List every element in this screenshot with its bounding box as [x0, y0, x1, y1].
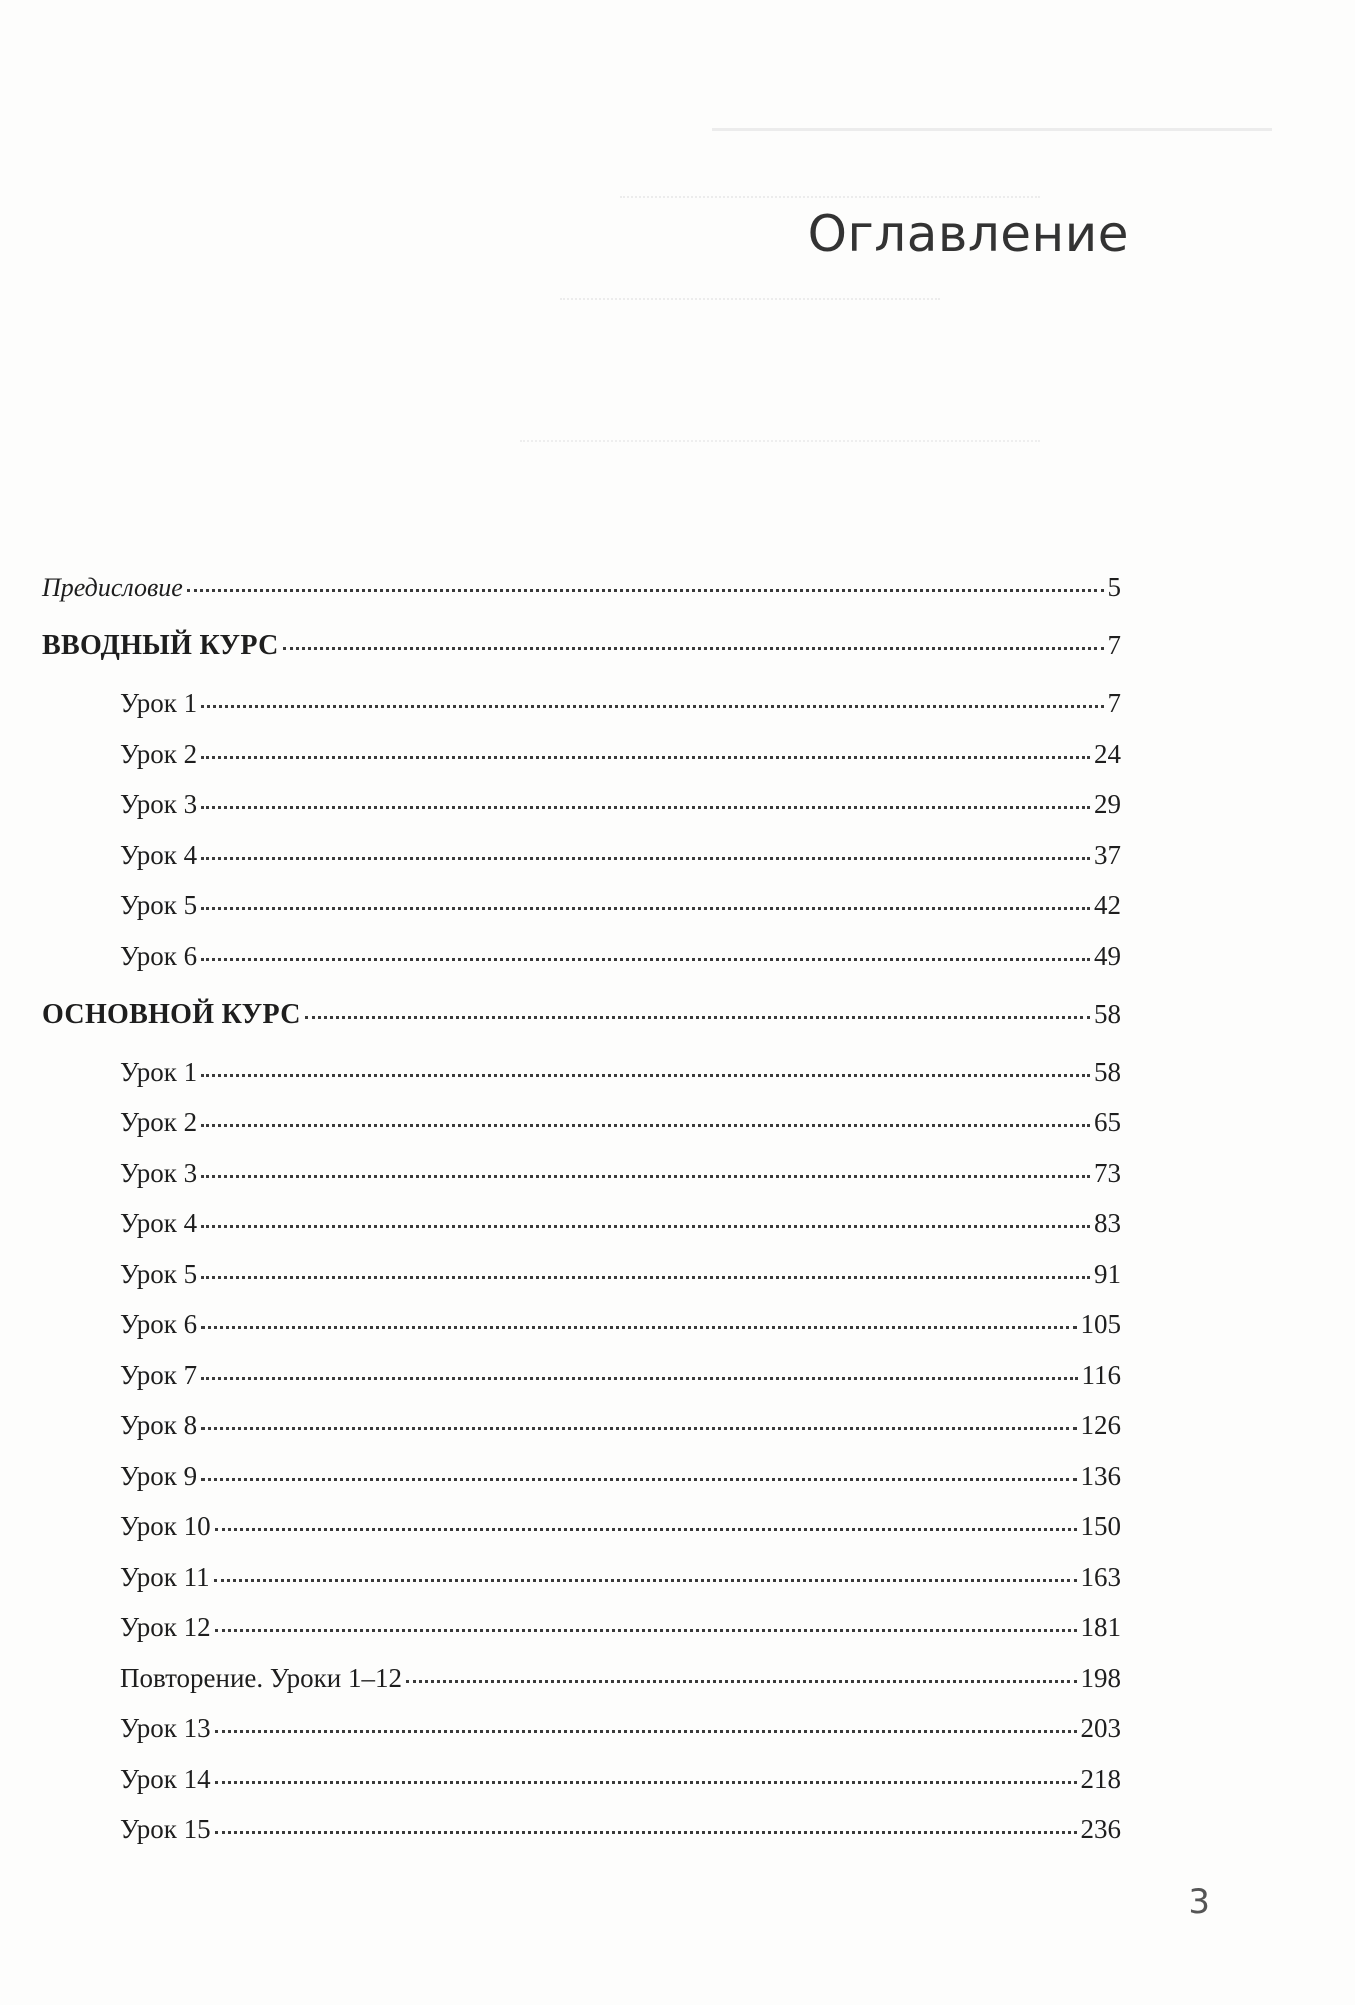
toc-entry-page-number: 58 [1094, 998, 1121, 1029]
page-title: Оглавление [807, 205, 1129, 263]
toc-section-entry[interactable] [42, 632, 1121, 690]
toc-dot-leader [201, 705, 1103, 708]
toc-entry-label: Урок 6 [120, 940, 198, 971]
toc-entry-page-number: 5 [1107, 572, 1121, 602]
toc-entry-label: Урок 11 [120, 1561, 210, 1592]
page-number: 3 [1188, 1882, 1210, 1922]
toc-entry-label: Урок 2 [120, 738, 198, 769]
show-through-dots [620, 196, 1040, 198]
toc-dot-leader [201, 1326, 1076, 1329]
show-through-dots [520, 440, 1040, 442]
toc-entry-label: Урок 4 [120, 1208, 198, 1238]
toc-dot-leader [201, 958, 1090, 961]
toc-entry-page-number: 37 [1094, 839, 1121, 870]
toc-entry-label: Урок 14 [120, 1763, 211, 1794]
toc-lesson-entry[interactable] [42, 1763, 1121, 1817]
toc-lesson-entry[interactable] [42, 1662, 1121, 1716]
toc-entry-label: Урок 12 [120, 1612, 211, 1642]
toc-entry-page-number: 163 [1080, 1561, 1121, 1592]
toc-entry-page-number: 73 [1094, 1157, 1121, 1188]
toc-entry-label: Урок 10 [120, 1511, 211, 1541]
toc-dot-leader [201, 1427, 1076, 1430]
toc-entry-label: Урок 5 [120, 1258, 198, 1289]
toc-entry-label: Урок 3 [120, 1157, 198, 1188]
toc-dot-leader [214, 1579, 1077, 1582]
show-through-dots [560, 298, 940, 300]
toc-entry-page-number: 58 [1094, 1056, 1121, 1087]
toc-dot-leader [201, 1175, 1090, 1178]
toc-entry-label: Повторение. Уроки 1–12 [120, 1662, 402, 1693]
toc-entry-page-number: 116 [1081, 1359, 1121, 1390]
toc-dot-leader [201, 756, 1090, 759]
toc-lesson-entry[interactable] [42, 1359, 1121, 1413]
toc-entry-label: Урок 2 [120, 1107, 198, 1137]
toc-entry-page-number: 91 [1094, 1258, 1121, 1289]
toc-dot-leader [406, 1680, 1077, 1683]
toc-entry-page-number: 203 [1080, 1713, 1121, 1743]
toc-entry-page-number: 7 [1107, 688, 1121, 718]
toc-entry-page-number: 83 [1094, 1208, 1121, 1238]
toc-entry-label: Урок 9 [120, 1460, 198, 1491]
toc-dot-leader [283, 647, 1104, 650]
toc-entry-label: Урок 1 [120, 1056, 198, 1087]
toc-lesson-entry[interactable] [42, 892, 1121, 943]
toc-lesson-entry[interactable] [42, 1311, 1121, 1362]
toc-lesson-entry[interactable] [42, 1614, 1121, 1665]
toc-dot-leader [215, 1831, 1077, 1834]
toc-lesson-entry[interactable] [42, 1561, 1121, 1615]
toc-lesson-entry[interactable] [42, 1258, 1121, 1312]
toc-entry-page-number: 126 [1080, 1410, 1121, 1440]
toc-preface-entry[interactable] [42, 574, 1121, 632]
toc-entry-label: Урок 6 [120, 1309, 198, 1339]
toc-entry-page-number: 65 [1094, 1107, 1121, 1137]
toc-lesson-entry[interactable] [42, 1056, 1121, 1110]
toc-entry-page-number: 181 [1080, 1612, 1121, 1642]
toc-dot-leader [201, 1124, 1090, 1127]
toc-lesson-entry[interactable] [42, 738, 1121, 792]
toc-entry-page-number: 150 [1080, 1511, 1121, 1541]
toc-entry-page-number: 42 [1094, 890, 1121, 920]
toc-lesson-entry[interactable] [42, 1210, 1121, 1261]
toc-dot-leader [201, 857, 1090, 860]
toc-entry-page-number: 136 [1080, 1460, 1121, 1491]
toc-lesson-entry[interactable] [42, 1715, 1121, 1766]
toc-section-entry[interactable] [42, 998, 1121, 1059]
toc-lesson-entry[interactable] [42, 1513, 1121, 1564]
toc-dot-leader [187, 589, 1104, 592]
toc-lesson-entry[interactable] [42, 1157, 1121, 1211]
toc-dot-leader [201, 1377, 1077, 1380]
toc-entry-page-number: 24 [1094, 738, 1121, 769]
toc-dot-leader [215, 1629, 1077, 1632]
toc-entry-page-number: 49 [1094, 940, 1121, 971]
toc-entry-page-number: 198 [1080, 1662, 1121, 1693]
toc-entry-page-number: 236 [1080, 1814, 1121, 1844]
toc-entry-label: Урок 4 [120, 839, 198, 870]
toc-lesson-entry[interactable] [42, 1460, 1121, 1514]
toc-lesson-entry[interactable] [42, 940, 1121, 1001]
toc-dot-leader [215, 1528, 1077, 1531]
toc-entry-label: Урок 5 [120, 890, 198, 920]
toc-dot-leader [201, 1225, 1090, 1228]
toc-entry-page-number: 29 [1094, 789, 1121, 819]
toc-entry-label: ВВОДНЫЙ КУРС [42, 630, 279, 661]
toc-dot-leader [305, 1016, 1090, 1019]
toc-lesson-entry[interactable] [42, 690, 1121, 741]
toc-lesson-entry[interactable] [42, 1109, 1121, 1160]
toc-lesson-entry[interactable] [42, 1816, 1121, 1867]
toc-entry-label: ОСНОВНОЙ КУРС [42, 998, 301, 1030]
toc-entry-page-number: 105 [1080, 1309, 1121, 1339]
toc-entry-label: Урок 3 [120, 789, 198, 819]
toc-entry-label: Урок 13 [120, 1713, 211, 1743]
table-of-contents [42, 574, 1121, 1867]
toc-entry-page-number: 218 [1080, 1763, 1121, 1794]
toc-dot-leader [201, 1478, 1076, 1481]
toc-dot-leader [215, 1730, 1077, 1733]
toc-dot-leader [215, 1781, 1077, 1784]
show-through-rule [712, 128, 1272, 131]
toc-entry-label: Урок 15 [120, 1814, 211, 1844]
toc-lesson-entry[interactable] [42, 839, 1121, 893]
toc-dot-leader [201, 806, 1090, 809]
toc-entry-label: Урок 8 [120, 1410, 198, 1440]
toc-dot-leader [201, 907, 1090, 910]
toc-entry-label: Урок 1 [120, 688, 198, 718]
toc-lesson-entry[interactable] [42, 1412, 1121, 1463]
toc-dot-leader [201, 1074, 1090, 1077]
toc-lesson-entry[interactable] [42, 791, 1121, 842]
toc-entry-page-number: 7 [1107, 630, 1121, 660]
toc-entry-label: Предисловие [42, 573, 183, 602]
toc-dot-leader [201, 1276, 1090, 1279]
toc-entry-label: Урок 7 [120, 1359, 198, 1390]
